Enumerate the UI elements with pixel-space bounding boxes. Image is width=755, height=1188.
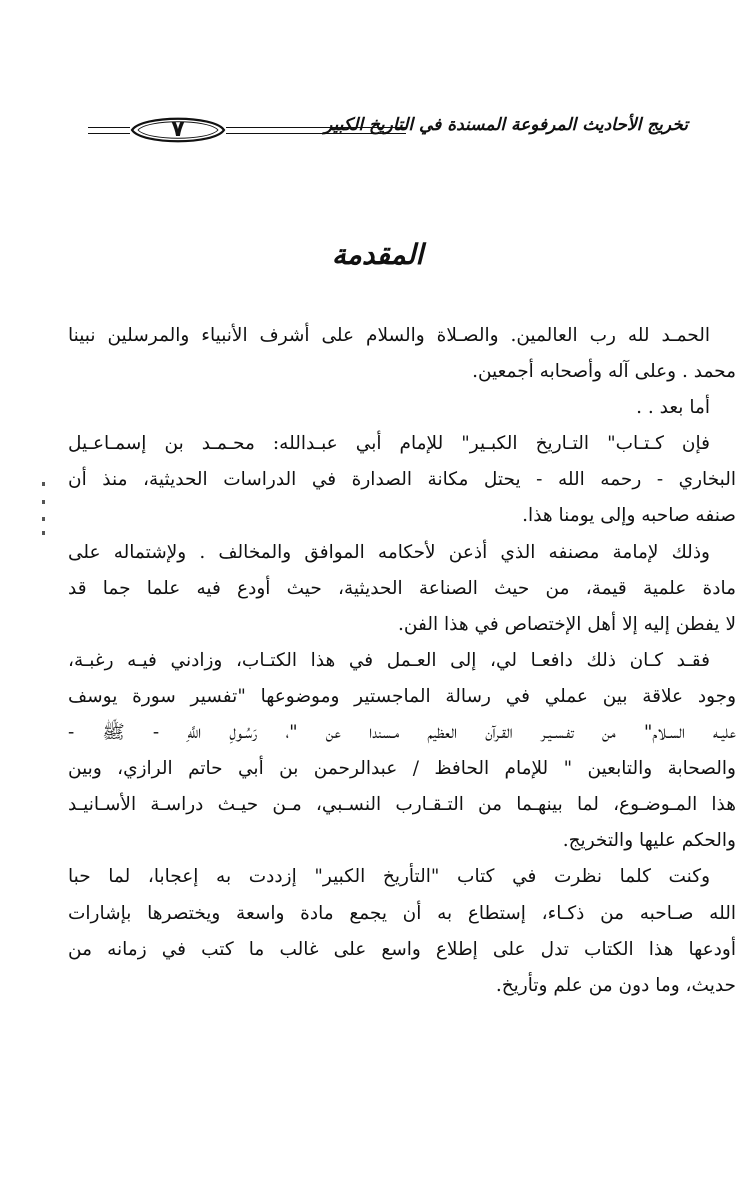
text-line: وذلك لإمامة مصنفه الذي أذعن لأحكامه الموافق والمخالف . ولإشتماله على <box>68 541 710 563</box>
margin-mark <box>42 517 45 521</box>
margin-mark <box>42 500 45 504</box>
running-header <box>88 112 688 148</box>
text-line: وجود علاقة بين عملي في رسالة الماجستير وموضوعها "تفسير سورة يوسف <box>68 685 736 707</box>
page-number-ornament <box>128 114 228 146</box>
text-line: والصحابة والتابعين " للإمام الحافظ / عبدالرحمن بن أبي حاتم الرازي، وبين <box>68 758 736 780</box>
page-number: ٧ <box>171 117 185 142</box>
text-line: عليـه السـلام" من تفـسـيـر القـرآن العظيم مـسندا عن "، رَسُـولِ اللَّهِ - ﷺ - <box>68 722 736 744</box>
section-heading: المقدمة <box>331 238 424 271</box>
text-line: مادة علمية قيمة، من حيث الصناعة الحديثية، حيث أودع فيه علما جما قد <box>68 577 736 599</box>
text-line: صنفه صاحبه وإلى يومنا هذا. <box>522 505 736 527</box>
text-line: أودعها هذا الكتاب تدل على إطلاع واسع على غالب ما كتب في زمانه من <box>68 938 736 960</box>
text-line: فقـد كـان ذلك دافعـا لي، إلى العـمل في هذا الكتـاب، وزادني فيـه رغبـة، <box>68 649 710 671</box>
text-line: حديث، وما دون من علم وتأريخ. <box>495 974 736 996</box>
text-line: محمد . وعلى آله وأصحابه أجمعين. <box>472 361 736 383</box>
body-text <box>68 318 736 1004</box>
margin-mark <box>42 531 45 535</box>
text-line: أما بعد . . <box>636 397 710 419</box>
text-line: الحمـد لله رب العالمين. والصـلاة والسلام على أشرف الأنبياء والمرسلين نبينا <box>68 325 710 346</box>
margin-mark <box>42 482 45 486</box>
text-line: لا يفطن إليه إلا أهل الإختصاص في هذا الفن. <box>398 613 736 635</box>
text-line: البخاري - رحمه الله - يحتل مكانة الصدارة في الدراسات الحديثية، منذ أن <box>68 469 736 491</box>
header-rule-left <box>88 127 130 134</box>
text-line: الله صـاحبه من ذكـاء، إستطاع به أن يجمع مادة واسعة ويختصرها بإشارات <box>68 902 736 924</box>
text-line: هذا المـوضـوع، لما بينهـما من التـقـارب النسـبي، مـن حيـث دراسـة الأسـانيـد <box>68 794 736 816</box>
text-line: فإن كـتـاب" التـاريخ الكبـير" للإمام أبي عبـدالله: محـمـد بن إسمـاعـيل <box>68 433 710 455</box>
running-title: تخريج الأحاديث المرفوعة المسندة في التاريخ الكبير <box>324 115 688 135</box>
text-line: والحكم عليها والتخريج. <box>562 830 736 852</box>
text-line: وكنت كلما نظرت في كتاب "التأريخ الكبير" إزددت به إعجابا، لما حبا <box>68 866 710 888</box>
